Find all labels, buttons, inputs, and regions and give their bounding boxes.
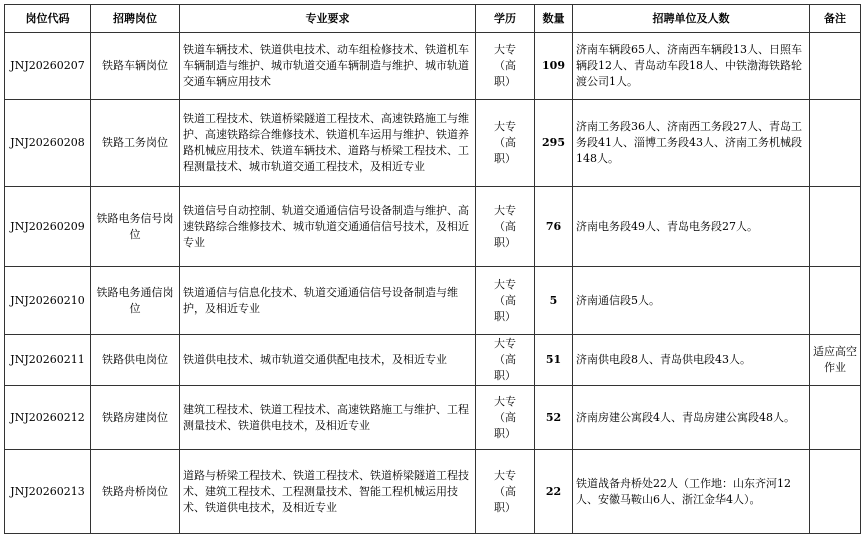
table-row bbox=[5, 450, 861, 534]
recruitment-table bbox=[4, 4, 861, 534]
cell-units: 济南工务段36人、济南西工务段27人、青岛工务段41人、淄博工务段43人、济南工务机械段148人。 bbox=[573, 100, 810, 187]
header-major: 专业要求 bbox=[180, 5, 476, 33]
cell-edu bbox=[476, 386, 535, 450]
cell-major: 铁道工程技术、铁道桥梁隧道工程技术、高速铁路施工与维护、高速铁路综合维修技术、铁道机车运用与维护、铁道养路机械应用技术、铁道车辆技术、道路与桥梁工程技术、工程测量技术、城市轨道交通工程技术，及相近专业 bbox=[180, 100, 476, 187]
edu-line: 大专 bbox=[494, 203, 516, 217]
cell-post: 铁路房建岗位 bbox=[91, 386, 180, 450]
edu-line: 职） bbox=[494, 500, 516, 514]
cell-count: 5 bbox=[535, 267, 573, 335]
cell-code: JNJ20260208 bbox=[5, 100, 91, 187]
cell-major: 道路与桥梁工程技术、铁道工程技术、铁道桥梁隧道工程技术、建筑工程技术、工程测量技术、智能工程机械运用技术、铁道供电技术，及相近专业 bbox=[180, 450, 476, 534]
edu-line: （高 bbox=[494, 353, 516, 366]
cell-major: 铁道信号自动控制、轨道交通通信信号设备制造与维护、高速铁路综合维修技术、城市轨道交通通信信号技术，及相近专业 bbox=[180, 187, 476, 267]
header-post: 招聘岗位 bbox=[91, 5, 180, 33]
cell-units: 济南通信段5人。 bbox=[573, 267, 810, 335]
cell-post: 铁路供电岗位 bbox=[91, 335, 180, 386]
edu-line: 大专 bbox=[494, 468, 516, 482]
cell-count: 109 bbox=[535, 33, 573, 100]
header-units: 招聘单位及人数 bbox=[573, 5, 810, 33]
cell-units: 济南供电段8人、青岛供电段43人。 bbox=[573, 335, 810, 386]
cell-major: 铁道供电技术、城市轨道交通供配电技术，及相近专业 bbox=[180, 335, 476, 386]
cell-units: 铁道战备舟桥处22人（工作地：山东齐河12人、安徽马鞍山6人、浙江金华4人）。 bbox=[573, 450, 810, 534]
cell-units: 济南电务段49人、青岛电务段27人。 bbox=[573, 187, 810, 267]
cell-post: 铁路工务岗位 bbox=[91, 100, 180, 187]
cell-note bbox=[810, 33, 861, 100]
cell-edu bbox=[476, 267, 535, 335]
cell-code: JNJ20260209 bbox=[5, 187, 91, 267]
edu-line: 大专 bbox=[494, 120, 516, 133]
edu-line: 大专 bbox=[494, 43, 516, 56]
cell-edu bbox=[476, 33, 535, 100]
edu-line: （高 bbox=[494, 59, 516, 72]
cell-units: 济南房建公寓段4人、青岛房建公寓段48人。 bbox=[573, 386, 810, 450]
edu-line: 大专 bbox=[494, 337, 516, 350]
table-row bbox=[5, 100, 861, 187]
cell-note bbox=[810, 100, 861, 187]
table-row bbox=[5, 33, 861, 100]
edu-line: 职） bbox=[494, 426, 516, 440]
cell-note: 适应高空作业 bbox=[810, 335, 861, 386]
header-note: 备注 bbox=[810, 5, 861, 33]
cell-count: 295 bbox=[535, 100, 573, 187]
edu-line: 大专 bbox=[494, 394, 516, 408]
edu-line: （高 bbox=[494, 293, 516, 307]
header-edu: 学历 bbox=[476, 5, 535, 33]
cell-note bbox=[810, 386, 861, 450]
edu-line: （高 bbox=[494, 410, 516, 424]
edu-line: 职） bbox=[494, 75, 516, 88]
cell-post: 铁路电务通信岗位 bbox=[91, 267, 180, 335]
edu-line: 大专 bbox=[494, 277, 516, 291]
cell-edu bbox=[476, 187, 535, 267]
table-row bbox=[5, 335, 861, 386]
cell-count: 76 bbox=[535, 187, 573, 267]
cell-count: 22 bbox=[535, 450, 573, 534]
cell-note bbox=[810, 187, 861, 267]
cell-code: JNJ20260213 bbox=[5, 450, 91, 534]
edu-line: 职） bbox=[494, 152, 516, 165]
cell-code: JNJ20260211 bbox=[5, 335, 91, 386]
edu-line: （高 bbox=[494, 484, 516, 498]
cell-post: 铁路电务信号岗位 bbox=[91, 187, 180, 267]
cell-code: JNJ20260212 bbox=[5, 386, 91, 450]
edu-line: （高 bbox=[494, 136, 516, 149]
table-row bbox=[5, 386, 861, 450]
cell-post: 铁路车辆岗位 bbox=[91, 33, 180, 100]
edu-line: （高 bbox=[494, 219, 516, 233]
cell-note bbox=[810, 450, 861, 534]
header-code: 岗位代码 bbox=[5, 5, 91, 33]
cell-major: 铁道通信与信息化技术、轨道交通通信信号设备制造与维护，及相近专业 bbox=[180, 267, 476, 335]
cell-count: 51 bbox=[535, 335, 573, 386]
cell-code: JNJ20260207 bbox=[5, 33, 91, 100]
cell-major: 建筑工程技术、铁道工程技术、高速铁路施工与维护、工程测量技术、铁道供电技术，及相近专业 bbox=[180, 386, 476, 450]
cell-post: 铁路舟桥岗位 bbox=[91, 450, 180, 534]
edu-line: 职） bbox=[494, 235, 516, 249]
cell-code: JNJ20260210 bbox=[5, 267, 91, 335]
edu-line: 职） bbox=[494, 369, 516, 382]
cell-edu bbox=[476, 450, 535, 534]
cell-major: 铁道车辆技术、铁道供电技术、动车组检修技术、铁道机车车辆制造与维护、城市轨道交通车辆制造与维护、城市轨道交通车辆应用技术 bbox=[180, 33, 476, 100]
header-count: 数量 bbox=[535, 5, 573, 33]
cell-edu bbox=[476, 335, 535, 386]
header-row bbox=[5, 5, 861, 33]
cell-count: 52 bbox=[535, 386, 573, 450]
edu-line: 职） bbox=[494, 309, 516, 323]
cell-note bbox=[810, 267, 861, 335]
cell-edu bbox=[476, 100, 535, 187]
table-row bbox=[5, 267, 861, 335]
cell-units: 济南车辆段65人、济南西车辆段13人、日照车辆段12人、青岛动车段18人、中铁渤海铁路轮渡公司1人。 bbox=[573, 33, 810, 100]
table-row bbox=[5, 187, 861, 267]
